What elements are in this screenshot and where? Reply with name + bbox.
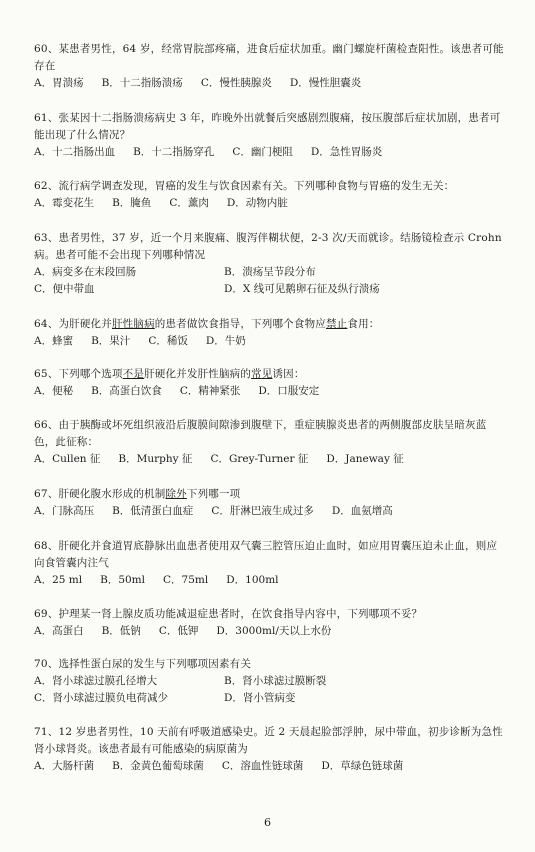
- option-a: A．十二指肠出血: [34, 146, 116, 158]
- option-d: D．牛奶: [205, 335, 246, 347]
- stem-text: 67、肝硬化腹水形成的机制: [34, 488, 166, 500]
- question-stem: [34, 486, 506, 503]
- question-69: [34, 606, 506, 640]
- option-d: D．草绿色链球菌: [321, 760, 404, 772]
- stem-text: 64、为肝硬化并: [34, 318, 112, 330]
- option-a: A．门脉高压: [34, 505, 95, 517]
- question-stem: 66、由于胰酶或坏死组织液沿后腹膜间隙渗到腹壁下，重症胰腺炎患者的两侧腹部皮肤呈暗灰蓝色，此征称：: [34, 419, 487, 448]
- question-stem: [34, 366, 506, 383]
- option-a: A．胃溃疡: [34, 77, 84, 89]
- option-d: D．急性胃肠炎: [310, 146, 383, 158]
- question-70: [34, 656, 506, 707]
- option-c: C．稀饭: [148, 335, 188, 347]
- option-a: A．蜂蜜: [34, 335, 74, 347]
- question-66: [34, 417, 506, 468]
- option-c: C．薰肉: [169, 197, 209, 209]
- underlined-term: 不是: [122, 368, 145, 380]
- option-d: D．3000ml/天以上水份: [216, 625, 332, 637]
- underlined-term: 肝性脑病: [111, 318, 155, 330]
- option-b: B．50ml: [100, 574, 146, 586]
- stem-text: 食用：: [347, 318, 380, 330]
- option-a: A．25 ml: [34, 574, 83, 586]
- question-62: [34, 178, 506, 212]
- question-stem: 62、流行病学调查发现，胃癌的发生与饮食因素有关。下列哪种食物与胃癌的发生无关：: [34, 180, 455, 192]
- page-number: 6: [264, 816, 271, 829]
- option-b: B．果汁: [91, 335, 131, 347]
- underlined-term: 禁止: [325, 318, 348, 330]
- option-d: D．肾小管病变: [224, 692, 296, 704]
- option-c: C．75ml: [163, 574, 209, 586]
- option-b: B．肾小球滤过膜断裂: [224, 675, 327, 687]
- question-71: [34, 724, 506, 775]
- question-60: [34, 41, 506, 92]
- option-c: C．幽门梗阻: [232, 146, 293, 158]
- question-stem: 68、肝硬化并食道胃底静脉出血患者使用双气囊三腔管压迫止血时，如应用胃囊压迫未止血，则应向食管囊内注气: [34, 540, 498, 569]
- option-d: D．慢性胆囊炎: [289, 77, 362, 89]
- option-c: C．肾小球滤过膜负电荷减少: [34, 692, 169, 704]
- option-b: B．腌鱼: [112, 197, 152, 209]
- question-stem: 69、护理某一肾上腺皮质功能减退症患者时，在饮食指导内容中，下列哪项不妥？: [34, 608, 423, 620]
- question-stem: 63、患者男性，37 岁，近一个月来腹痛、腹泻伴糊状便，2-3 次/天而就诊。结肠镜检查示 Crohn 病。患者可能不会出现下列哪种情况: [34, 232, 502, 261]
- underlined-term: 常见: [251, 368, 273, 380]
- question-63: [34, 230, 506, 298]
- option-b: B．低清蛋白血症: [112, 505, 194, 517]
- question-stem: 60、某患者男性，64 岁，经常胃脘部疼痛，进食后症状加重。幽门螺旋杆菌检查阳性。该患者可能存在: [34, 43, 504, 72]
- option-a: A．霉变花生: [34, 197, 95, 209]
- option-a: A．大肠杆菌: [34, 760, 95, 772]
- question-stem: 70、选择性蛋白尿的发生与下列哪项因素有关: [34, 658, 252, 670]
- option-c: C．低钾: [158, 625, 199, 637]
- option-c: C．溶血性链球菌: [221, 760, 304, 772]
- question-68: [34, 538, 506, 589]
- question-65: [34, 366, 506, 400]
- option-b: B．十二指肠穿孔: [133, 146, 215, 158]
- option-c: C．精神紧张: [179, 385, 241, 397]
- stem-text: 下列哪一项: [186, 488, 241, 500]
- option-b: B．十二指肠溃疡: [101, 77, 183, 89]
- option-a: A．高蛋白: [34, 625, 84, 637]
- question-61: [34, 110, 506, 161]
- option-a: A．肾小球滤过膜孔径增大: [34, 675, 158, 687]
- option-b: B．Murphy 征: [118, 453, 193, 465]
- option-a: A．便秘: [34, 385, 74, 397]
- question-67: [34, 486, 506, 520]
- option-d: D．100ml: [226, 574, 279, 586]
- option-c: C．便中带血: [34, 283, 95, 295]
- question-stem: 71、12 岁患者男性，10 天前有呼吸道感染史。近 2 天晨起脸部浮肿，尿中带血，初步诊断为急性肾小球肾炎。该患者最有可能感染的病原菌为: [34, 726, 503, 755]
- option-d: D．X 线可见鹅卵石征及纵行溃疡: [224, 283, 380, 295]
- option-b: B．高蛋白饮食: [91, 385, 162, 397]
- question-stem: [34, 316, 506, 333]
- option-b: B．低钠: [101, 625, 141, 637]
- underlined-term: 除外: [165, 488, 187, 500]
- option-d: D．血氨增高: [331, 505, 393, 517]
- stem-text: 诱因：: [272, 368, 305, 380]
- stem-text: 肝硬化并发肝性脑病的: [144, 368, 252, 380]
- option-b: B．金黄色葡萄球菌: [112, 760, 204, 772]
- option-c: C．Grey-Turner 征: [210, 453, 309, 465]
- question-64: [34, 316, 506, 350]
- option-a: A．病变多在末段回肠: [34, 266, 137, 278]
- option-d: D．Janeway 征: [326, 453, 404, 465]
- option-a: A．Cullen 征: [34, 453, 101, 465]
- option-c: C．肝淋巴液生成过多: [211, 505, 314, 517]
- question-stem: 61、张某因十二指肠溃疡病史 3 年，昨晚外出就餐后突感剧烈腹痛，按压腹部后症状加剧，患者可能出现了什么情况？: [34, 112, 501, 141]
- option-d: D．动物内脏: [226, 197, 288, 209]
- option-d: D．口服安定: [258, 385, 320, 397]
- stem-text: 65、下列哪个选项: [34, 368, 123, 380]
- option-c: C．慢性胰腺炎: [200, 77, 272, 89]
- stem-text: 的患者做饮食指导，下列哪个食物应: [154, 318, 326, 330]
- option-b: B．溃疡呈节段分布: [224, 266, 316, 278]
